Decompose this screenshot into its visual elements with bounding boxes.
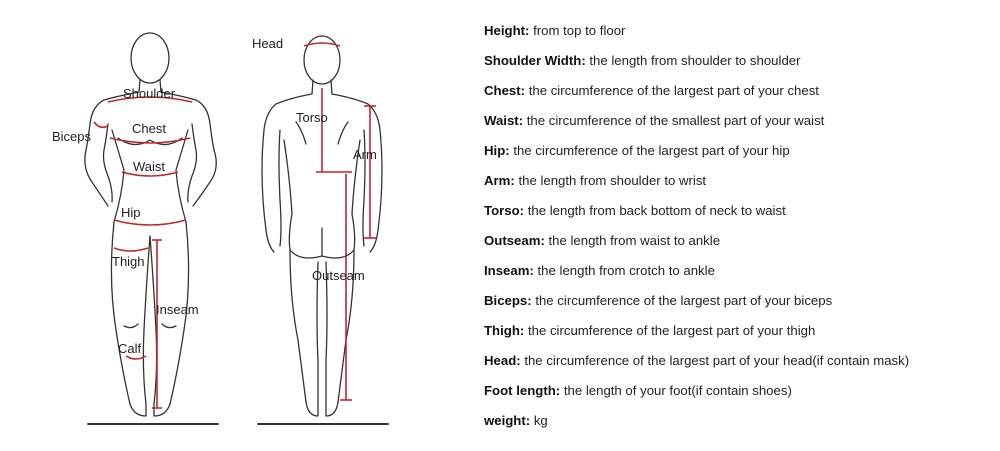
definition-colon: : [529, 263, 538, 278]
label-head: Head [252, 36, 284, 51]
definition-term: Height [484, 23, 526, 38]
label-outseam: Outseam [312, 268, 365, 283]
label-inseam: Inseam [156, 302, 199, 317]
body-diagram [0, 0, 470, 451]
definition-colon: : [518, 113, 527, 128]
label-waist: Waist [133, 159, 166, 174]
label-biceps: Biceps [52, 129, 92, 144]
definition-colon: : [520, 83, 529, 98]
definition-row [484, 408, 994, 438]
definition-text: the length from shoulder to wrist [518, 173, 707, 188]
definition-text: the length from back bottom of neck to waist [527, 203, 786, 218]
definition-row [484, 228, 994, 258]
definition-text: the circumference of the largest part of your head(if contain mask) [524, 353, 910, 368]
back-figure [258, 36, 388, 424]
definition-text: the circumference of the largest part of your hip [513, 143, 790, 158]
definition-text: the circumference of the largest part of your thigh [527, 323, 816, 338]
definition-text: the circumference of the largest part of your biceps [535, 293, 833, 308]
definition-row [484, 108, 994, 138]
definition-colon: : [510, 173, 519, 188]
definition-colon: : [555, 383, 564, 398]
definition-text: from top to floor [533, 23, 626, 38]
definition-term: Head [484, 353, 517, 368]
definition-row [484, 48, 994, 78]
definition-colon: : [519, 323, 528, 338]
definition-row [484, 348, 994, 378]
definition-text: the length from shoulder to shoulder [589, 53, 801, 68]
definition-text: the length from crotch to ankle [537, 263, 715, 278]
definition-colon: : [527, 293, 536, 308]
definition-colon: : [525, 413, 534, 428]
label-calf: Calf [118, 341, 142, 356]
definition-term: Shoulder Width [484, 53, 582, 68]
definition-row [484, 138, 994, 168]
hip-mark [114, 220, 186, 225]
label-chest: Chest [132, 121, 166, 136]
definition-term: Thigh [484, 323, 520, 338]
measurement-definitions [484, 18, 994, 438]
biceps-mark [94, 122, 108, 127]
definition-colon: : [581, 53, 590, 68]
definition-term: Foot length [484, 383, 556, 398]
label-arm: Arm [353, 147, 377, 162]
definition-colon: : [519, 203, 528, 218]
label-shoulder: Shoulder [123, 86, 176, 101]
label-hip: Hip [121, 205, 141, 220]
definition-row [484, 18, 994, 48]
definition-term: Arm [484, 173, 511, 188]
definition-colon: : [516, 353, 525, 368]
definition-row [484, 168, 994, 198]
definition-text: the circumference of the largest part of your chest [528, 83, 819, 98]
definition-row [484, 318, 994, 348]
label-torso: Torso [296, 110, 328, 125]
definition-term: Torso [484, 203, 520, 218]
definition-term: Inseam [484, 263, 530, 278]
definition-text: the length of your foot(if contain shoes) [563, 383, 792, 398]
thigh-mark [114, 248, 148, 251]
definition-text: the length from waist to ankle [548, 233, 721, 248]
definition-row [484, 378, 994, 408]
definition-colon: : [525, 23, 534, 38]
definition-term: weight [484, 413, 526, 428]
definition-row [484, 78, 994, 108]
definition-row [484, 288, 994, 318]
definition-colon: : [540, 233, 549, 248]
definition-colon: : [505, 143, 514, 158]
definition-row [484, 258, 994, 288]
definition-row [484, 198, 994, 228]
label-thigh: Thigh [112, 254, 145, 269]
definition-term: Hip [484, 143, 506, 158]
definition-term: Chest [484, 83, 521, 98]
definition-term: Outseam [484, 233, 541, 248]
definition-term: Biceps [484, 293, 528, 308]
body-figures-illustration [0, 0, 470, 451]
definition-text: kg [533, 413, 548, 428]
definition-text: the circumference of the smallest part of your waist [526, 113, 825, 128]
definition-term: Waist [484, 113, 519, 128]
